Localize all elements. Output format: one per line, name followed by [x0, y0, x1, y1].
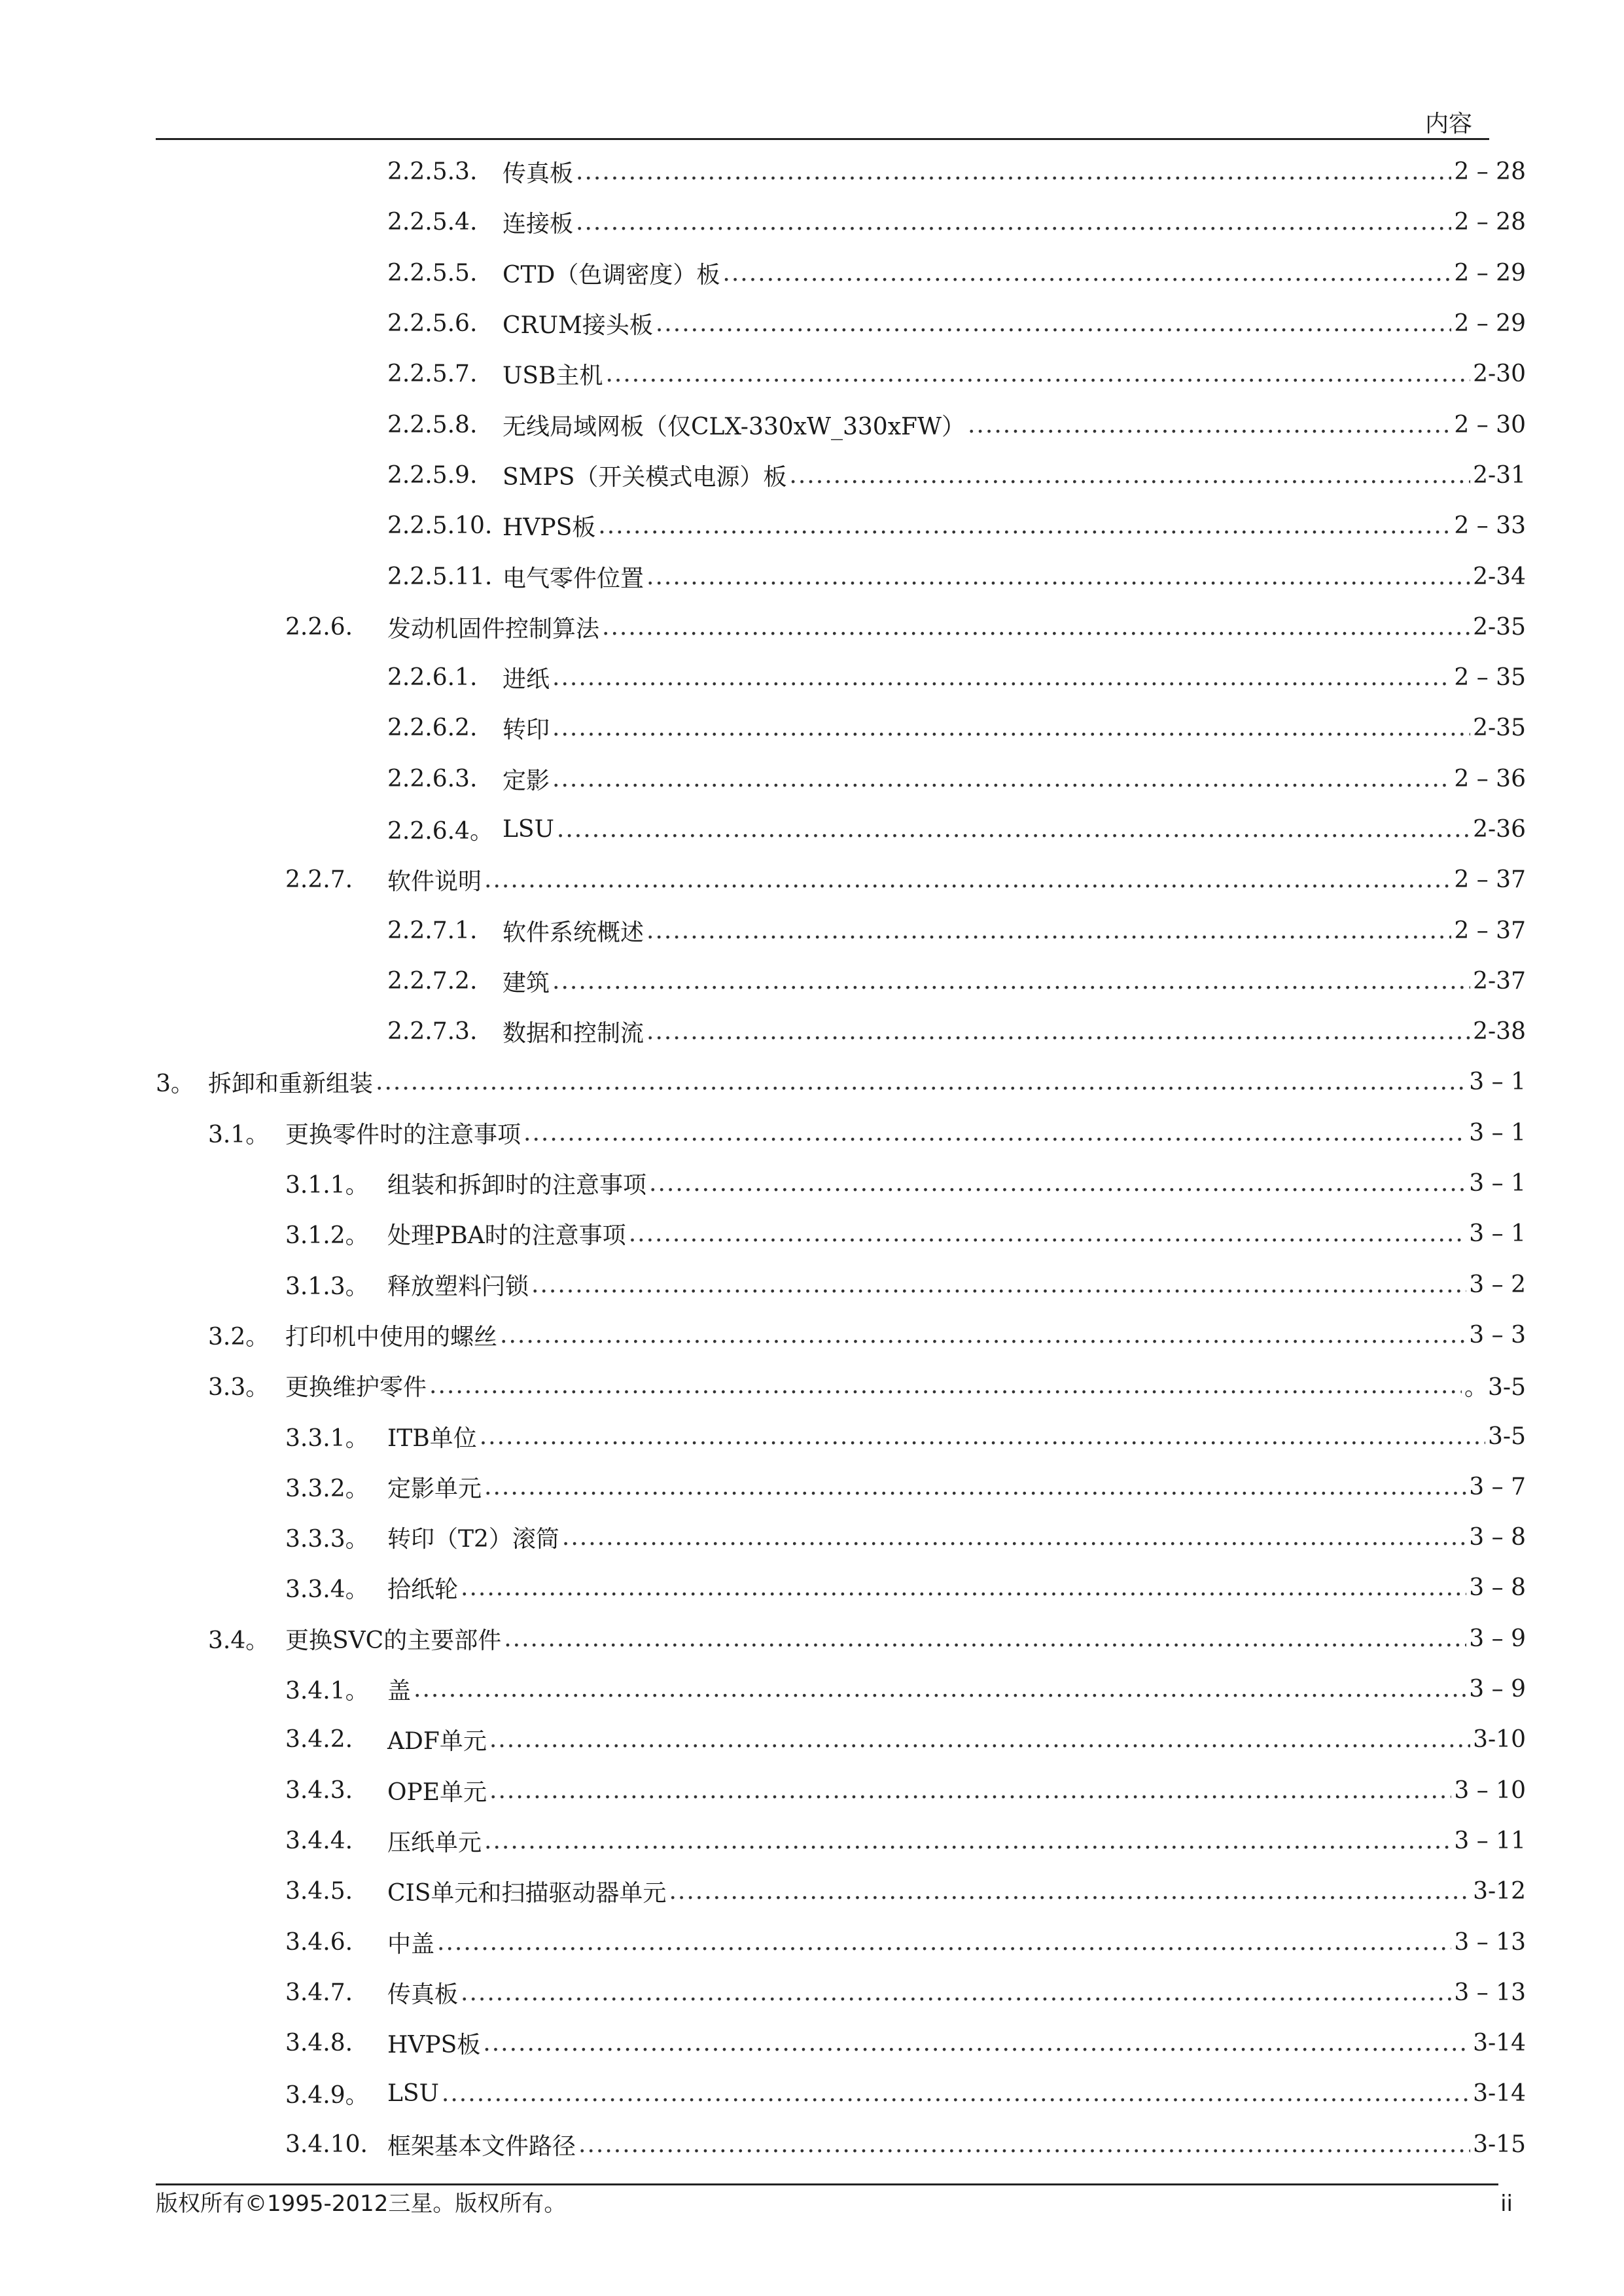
toc-dot-leader: [461, 1574, 1466, 1601]
toc-dot-leader: [557, 816, 1470, 843]
footer-copyright: 版权所有©1995-2012三星。版权所有。: [156, 2191, 567, 2217]
toc-entry[interactable]: [156, 1360, 1526, 1411]
toc-entry[interactable]: [156, 1411, 1526, 1461]
toc-entry[interactable]: [156, 349, 1526, 399]
toc-entry[interactable]: [156, 501, 1526, 551]
toc-entry-title: 传真板: [503, 160, 574, 188]
toc-entry[interactable]: [156, 1108, 1526, 1158]
toc-entry-page: 3-14: [1473, 2080, 1526, 2108]
toc-dot-leader: [649, 1170, 1466, 1197]
toc-entry[interactable]: [156, 450, 1526, 501]
toc-entry-page: 2-38: [1473, 1018, 1526, 1046]
toc-entry-number: 2.2.5.7.: [387, 361, 478, 388]
toc-entry-number: 2.2.7.2.: [387, 967, 478, 995]
toc-entry-number: 2.2.7.3.: [387, 1018, 478, 1046]
toc-entry-page: 2 – 28: [1454, 158, 1526, 186]
toc-entry-number: 3.4.1。: [285, 1678, 369, 1705]
toc-entry-title: 处理PBA时的注意事项: [387, 1222, 626, 1250]
toc-entry-number: 2.2.6.3.: [387, 765, 478, 792]
toc-entry-number: 2.2.7.: [285, 866, 353, 894]
toc-entry[interactable]: [156, 1260, 1526, 1310]
toc-entry-page: 3 – 9: [1469, 1676, 1526, 1703]
toc-entry-number: 2.2.5.10.: [387, 512, 493, 540]
toc-entry[interactable]: [156, 2119, 1526, 2170]
toc-entry-title: 软件说明: [387, 868, 482, 896]
toc-entry-number: 3.4.4.: [285, 1827, 353, 1854]
toc-entry-title: 转印: [503, 716, 550, 744]
toc-entry-page: 2-36: [1473, 816, 1526, 843]
footer-divider: [156, 2183, 1498, 2185]
toc-entry-page: 2 – 33: [1454, 512, 1526, 540]
toc-entry-number: 3.1.1。: [285, 1172, 369, 1199]
toc-entry-page: 3 – 10: [1454, 1776, 1526, 1804]
toc-entry-page: 2-34: [1473, 563, 1526, 590]
toc-entry-page: 3 – 2: [1469, 1271, 1526, 1298]
toc-dot-leader: [656, 310, 1452, 337]
toc-entry-title: HVPS板: [503, 514, 596, 542]
toc-entry-number: 3.1。: [208, 1121, 270, 1148]
toc-entry-number: 3.4.7.: [285, 1979, 353, 2006]
toc-entry[interactable]: [156, 1816, 1526, 1866]
toc-entry[interactable]: [156, 1614, 1526, 1664]
toc-entry-title: ADF单元: [387, 1728, 487, 1756]
toc-entry-number: 3.1.3。: [285, 1273, 369, 1300]
toc-entry[interactable]: [156, 197, 1526, 247]
toc-entry[interactable]: [156, 1006, 1526, 1057]
toc-entry-title: 无线局域网板（仅CLX-330xW_330xFW）: [503, 413, 965, 440]
toc-dot-leader: [484, 866, 1451, 893]
toc-entry[interactable]: [156, 1209, 1526, 1259]
toc-entry-number: 3.2。: [208, 1323, 270, 1351]
toc-entry-title: 更换零件时的注意事项: [285, 1121, 521, 1148]
toc-entry-page: 3-15: [1473, 2130, 1526, 2158]
toc-entry[interactable]: [156, 1057, 1526, 1107]
toc-dot-leader: [484, 1828, 1451, 1854]
toc-entry-number: 3.3.2。: [285, 1475, 369, 1502]
toc-entry-title: 软件系统概述: [503, 919, 644, 946]
toc-dot-leader: [552, 715, 1470, 741]
toc-entry-page: 2-30: [1473, 361, 1526, 388]
toc-entry-page: 2 – 28: [1454, 209, 1526, 236]
toc-dot-leader: [437, 1929, 1451, 1956]
toc-entry-title: 连接板: [503, 211, 574, 238]
toc-entry[interactable]: [156, 956, 1526, 1006]
toc-entry-page: 2-35: [1473, 613, 1526, 641]
toc-entry-title: HVPS板: [387, 2032, 481, 2059]
toc-entry-page: 。3-5: [1464, 1374, 1526, 1402]
toc-entry[interactable]: [156, 703, 1526, 753]
toc-dot-leader: [602, 614, 1470, 641]
toc-entry-page: 3-5: [1488, 1422, 1526, 1450]
toc-entry-page: 2 – 29: [1454, 259, 1526, 287]
toc-dot-leader: [484, 1474, 1466, 1500]
toc-entry-number: 3.3.1。: [285, 1424, 369, 1452]
toc-dot-leader: [646, 917, 1451, 944]
toc-dot-leader: [552, 664, 1451, 691]
toc-entry-number: 3。: [156, 1070, 194, 1098]
toc-entry-title: 定影单元: [387, 1475, 482, 1502]
toc-dot-leader: [605, 361, 1470, 387]
toc-dot-leader: [442, 2080, 1470, 2107]
toc-entry-page: 3 – 1: [1469, 1069, 1526, 1096]
toc-entry-page: 3-14: [1473, 2030, 1526, 2057]
toc-entry-page: 2 – 30: [1454, 411, 1526, 438]
toc-dot-leader: [722, 260, 1451, 287]
toc-entry[interactable]: [156, 1916, 1526, 1967]
toc-entry-title: 盖: [387, 1678, 412, 1705]
toc-entry-page: 3 – 13: [1454, 1979, 1526, 2006]
toc-entry-page: 3 – 8: [1469, 1574, 1526, 1602]
toc-dot-leader: [552, 766, 1451, 792]
header-title: 内容: [1424, 111, 1472, 137]
toc-dot-leader: [500, 1322, 1466, 1349]
toc-dot-leader: [562, 1524, 1466, 1551]
toc-entry[interactable]: [156, 1765, 1526, 1816]
toc-entry-title: OPE单元: [387, 1778, 487, 1806]
toc-entry-title: 框架基本文件路径: [387, 2132, 576, 2160]
toc-entry-number: 3.1.2。: [285, 1222, 369, 1250]
toc-dot-leader: [429, 1372, 1462, 1399]
toc-dot-leader: [461, 1979, 1451, 2006]
toc-entry-title: ITB单位: [387, 1424, 477, 1452]
toc-entry-title: 建筑: [503, 969, 550, 997]
toc-entry-number: 2.2.5.4.: [387, 209, 478, 236]
toc-entry-number: 2.2.6.1.: [387, 664, 478, 692]
toc-entry-title: USB主机: [503, 362, 603, 390]
toc-entry-page: 3 – 1: [1469, 1170, 1526, 1197]
toc-dot-leader: [531, 1271, 1466, 1298]
toc-entry-number: 3.4.10.: [285, 2130, 368, 2158]
toc-entry-title: 更换SVC的主要部件: [285, 1627, 502, 1654]
table-of-contents: [156, 147, 1526, 2170]
toc-entry-page: 2-35: [1473, 715, 1526, 742]
toc-entry-page: 2 – 37: [1454, 917, 1526, 944]
toc-entry[interactable]: [156, 804, 1526, 855]
toc-entry-number: 2.2.6.2.: [387, 715, 478, 742]
toc-dot-leader: [598, 512, 1451, 539]
toc-dot-leader: [789, 462, 1470, 489]
toc-dot-leader: [483, 2030, 1470, 2057]
toc-entry-page: 3-10: [1473, 1726, 1526, 1754]
toc-entry[interactable]: [156, 1158, 1526, 1209]
toc-dot-leader: [629, 1220, 1467, 1247]
toc-dot-leader: [669, 1878, 1470, 1905]
toc-entry-number: 3.3.3。: [285, 1526, 369, 1553]
toc-entry[interactable]: [156, 1512, 1526, 1563]
toc-dot-leader: [480, 1423, 1485, 1450]
toc-entry[interactable]: [156, 602, 1526, 652]
toc-dot-leader: [968, 412, 1451, 438]
toc-entry[interactable]: [156, 754, 1526, 804]
toc-entry-title: 打印机中使用的螺丝: [285, 1323, 498, 1351]
toc-entry-title: 释放塑料闩锁: [387, 1273, 529, 1300]
toc-entry-page: 3 – 8: [1469, 1524, 1526, 1551]
toc-dot-leader: [576, 158, 1451, 185]
toc-entry[interactable]: [156, 551, 1526, 601]
toc-entry[interactable]: [156, 399, 1526, 450]
toc-dot-leader: [552, 968, 1470, 995]
toc-entry-number: 3.4.2.: [285, 1726, 353, 1754]
toc-entry-title: 中盖: [387, 1930, 435, 1958]
toc-entry[interactable]: [156, 652, 1526, 703]
toc-entry-title: 更换维护零件: [285, 1374, 427, 1402]
toc-dot-leader: [576, 209, 1451, 236]
toc-entry[interactable]: [156, 248, 1526, 298]
toc-entry-title: 进纸: [503, 666, 550, 694]
toc-entry-number: 2.2.5.11.: [387, 563, 493, 590]
toc-entry[interactable]: [156, 905, 1526, 955]
toc-entry[interactable]: [156, 1866, 1526, 1916]
toc-entry-title: SMPS（开关模式电源）板: [503, 463, 787, 491]
toc-entry-number: 2.2.5.6.: [387, 310, 478, 338]
toc-dot-leader: [414, 1676, 1466, 1703]
toc-entry-number: 3.4.9。: [285, 2082, 369, 2110]
toc-dot-leader: [504, 1625, 1466, 1652]
toc-entry-page: 3 – 11: [1454, 1827, 1526, 1854]
toc-entry-number: 2.2.5.5.: [387, 259, 478, 287]
toc-entry[interactable]: [156, 1310, 1526, 1360]
toc-entry-page: 2 – 35: [1454, 664, 1526, 692]
toc-entry-title: 压纸单元: [387, 1829, 482, 1856]
toc-entry-title: 拾纸轮: [387, 1576, 459, 1604]
toc-entry-page: 2 – 36: [1454, 765, 1526, 792]
toc-dot-leader: [646, 563, 1470, 590]
toc-entry-title: 拆卸和重新组装: [208, 1070, 374, 1098]
toc-entry-page: 2 – 29: [1454, 310, 1526, 338]
toc-entry-number: 2.2.6.: [285, 613, 353, 641]
toc-entry-number: 2.2.5.3.: [387, 158, 478, 186]
toc-entry-number: 2.2.5.8.: [387, 411, 478, 438]
toc-entry-title: 组装和拆卸时的注意事项: [387, 1172, 647, 1199]
toc-entry-title: LSU: [503, 816, 554, 843]
toc-entry[interactable]: [156, 1462, 1526, 1512]
toc-entry-page: 3 – 9: [1469, 1625, 1526, 1652]
toc-entry-title: 发动机固件控制算法: [387, 615, 600, 643]
toc-dot-leader: [578, 2131, 1470, 2158]
toc-entry[interactable]: [156, 147, 1526, 197]
header-divider: [156, 138, 1489, 140]
toc-entry-number: 3.4.5.: [285, 1878, 353, 1905]
toc-entry[interactable]: [156, 1968, 1526, 2018]
toc-entry-title: 传真板: [387, 1981, 459, 2008]
toc-entry-title: CIS单元和扫描驱动器单元: [387, 1880, 667, 1907]
toc-entry-page: 3 – 1: [1469, 1119, 1526, 1146]
toc-entry[interactable]: [156, 298, 1526, 349]
toc-entry[interactable]: [156, 1563, 1526, 1613]
toc-entry[interactable]: [156, 2018, 1526, 2068]
toc-entry-number: 3.4。: [208, 1627, 270, 1654]
toc-entry-page: 3-12: [1473, 1878, 1526, 1905]
toc-entry[interactable]: [156, 2068, 1526, 2119]
toc-entry-page: 3 – 13: [1454, 1928, 1526, 1956]
toc-entry-number: 2.2.7.1.: [387, 917, 478, 944]
toc-entry-number: 3.4.6.: [285, 1928, 353, 1956]
toc-entry-page: 2-31: [1473, 461, 1526, 489]
toc-entry-number: 3.4.3.: [285, 1776, 353, 1804]
toc-entry-number: 3.4.8.: [285, 2030, 353, 2057]
toc-entry-title: 转印（T2）滚筒: [387, 1526, 559, 1553]
toc-dot-leader: [523, 1120, 1466, 1146]
toc-entry-number: 2.2.5.9.: [387, 461, 478, 489]
toc-dot-leader: [489, 1726, 1470, 1753]
toc-entry-title: 电气零件位置: [503, 565, 644, 592]
toc-dot-leader: [646, 1018, 1470, 1045]
toc-entry[interactable]: [156, 1714, 1526, 1765]
toc-entry-page: 3 – 3: [1469, 1321, 1526, 1349]
toc-entry-title: LSU: [387, 2080, 439, 2108]
footer-page-number: ii: [1500, 2191, 1513, 2217]
toc-entry-page: 3 – 7: [1469, 1473, 1526, 1500]
toc-dot-leader: [489, 1777, 1451, 1804]
toc-entry-page: 3 – 1: [1469, 1220, 1526, 1248]
toc-entry-number: 3.3。: [208, 1374, 270, 1402]
toc-entry-page: 2 – 37: [1454, 866, 1526, 894]
toc-entry-number: 3.3.4。: [285, 1576, 369, 1604]
toc-entry-title: 定影: [503, 767, 550, 794]
toc-entry-number: 2.2.6.4。: [387, 818, 493, 845]
toc-entry-title: CTD（色调密度）板: [503, 261, 720, 289]
toc-entry[interactable]: [156, 855, 1526, 905]
toc-dot-leader: [376, 1069, 1466, 1095]
toc-entry-page: 2-37: [1473, 967, 1526, 995]
toc-entry-title: CRUM接头板: [503, 312, 653, 340]
toc-entry[interactable]: [156, 1664, 1526, 1714]
toc-entry-title: 数据和控制流: [503, 1020, 644, 1048]
